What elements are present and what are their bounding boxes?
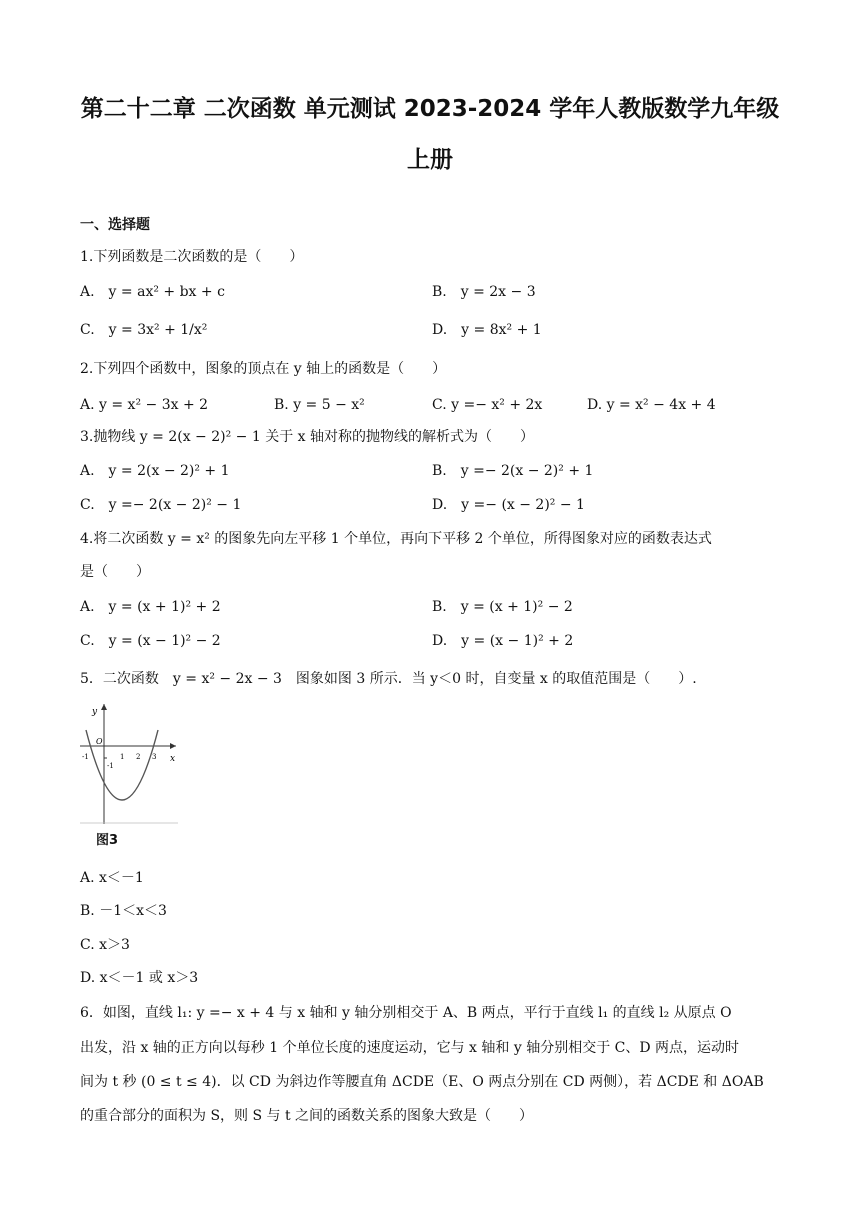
question-6-stem-line-3: 间为 t 秒 (0 ≤ t ≤ 4)．以 CD 为斜边作等腰直角 ΔCDE（E、O 两点分别在 CD 两侧），若 ΔCDE 和 ΔOAB [80,1074,764,1090]
question-6-stem-line-1: 6．如图，直线 l₁: y =− x + 4 与 x 轴和 y 轴分别相交于 A、B 两点，平行于直线 l₁ 的直线 l₂ 从原点 O [80,1005,732,1021]
question-3-option-d: D. y =− (x − 2)² − 1 [432,497,585,513]
question-4-stem-line-1: 4.将二次函数 y = x² 的图象先向左平移 1 个单位，再向下平移 2 个单位，所得图象对应的函数表达式 [80,531,712,547]
question-4-stem-line-2: 是（ ） [80,564,150,580]
tick-label-neg1: -1 [82,753,89,761]
question-6-stem-line-2: 出发，沿 x 轴的正方向以每秒 1 个单位长度的速度运动，它与 x 轴和 y 轴分别相交于 C、D 两点，运动时 [80,1040,740,1056]
question-1-option-c: C. y = 3x² + 1/x² [80,322,208,338]
question-1-option-d: D. y = 8x² + 1 [432,322,542,338]
question-5-stem: 5．二次函数 y = x² − 2x − 3 图象如图 3 所示．当 y＜0 时，自变量 x 的取值范围是（ ）. [80,671,697,687]
question-6-stem-line-4: 的重合部分的面积为 S，则 S 与 t 之间的函数关系的图象大致是（ ） [80,1108,534,1124]
question-4-option-d: D. y = (x − 1)² + 2 [432,633,574,649]
section-heading: 一、选择题 [80,217,150,233]
question-2-option-a: A. y = x² − 3x + 2 [80,397,209,413]
tick-label-y-neg1: -1 [107,762,114,770]
question-4-option-a: A. y = (x + 1)² + 2 [80,599,221,615]
parabola-figure [80,700,178,826]
origin-label: O [96,737,103,746]
question-5-option-c: C. x＞3 [80,937,130,953]
question-5-option-a: A. x＜－1 [80,870,144,886]
question-2-stem: 2.下列四个函数中，图象的顶点在 y 轴上的函数是（ ） [80,361,447,377]
tick-label-1: 1 [120,753,125,761]
tick-label-2: 2 [136,753,141,761]
question-2-option-d: D. y = x² − 4x + 4 [587,397,716,413]
document-title-line-2: 上册 [407,147,453,173]
question-1-option-b: B. y = 2x − 3 [432,284,536,300]
x-axis-label: x [170,754,176,764]
question-4-option-b: B. y = (x + 1)² − 2 [432,599,573,615]
question-3-option-a: A. y = 2(x − 2)² + 1 [80,463,230,479]
question-3-option-c: C. y =− 2(x − 2)² − 1 [80,497,242,513]
question-2-option-c: C. y =− x² + 2x [432,397,543,413]
question-1-option-a: A. y = ax² + bx + c [80,284,225,300]
question-3-stem: 3.抛物线 y = 2(x − 2)² − 1 关于 x 轴对称的抛物线的解析式为（ ） [80,429,535,445]
question-5-option-b: B. －1＜x＜3 [80,903,167,919]
y-axis-label: y [92,707,98,717]
tick-label-3: 3 [152,753,157,761]
x-axis-arrow [170,743,176,749]
question-3-option-b: B. y =− 2(x − 2)² + 1 [432,463,594,479]
question-2-option-b: B. y = 5 − x² [274,397,365,413]
figure-caption: 图3 [96,833,119,848]
question-1-stem: 1.下列函数是二次函数的是（ ） [80,249,304,265]
question-5-option-d: D. x＜－1 或 x＞3 [80,970,199,986]
document-title-line-1: 第二十二章 二次函数 单元测试 2023-2024 学年人教版数学九年级 [80,96,780,122]
question-4-option-c: C. y = (x − 1)² − 2 [80,633,221,649]
y-axis-arrow [101,704,107,710]
